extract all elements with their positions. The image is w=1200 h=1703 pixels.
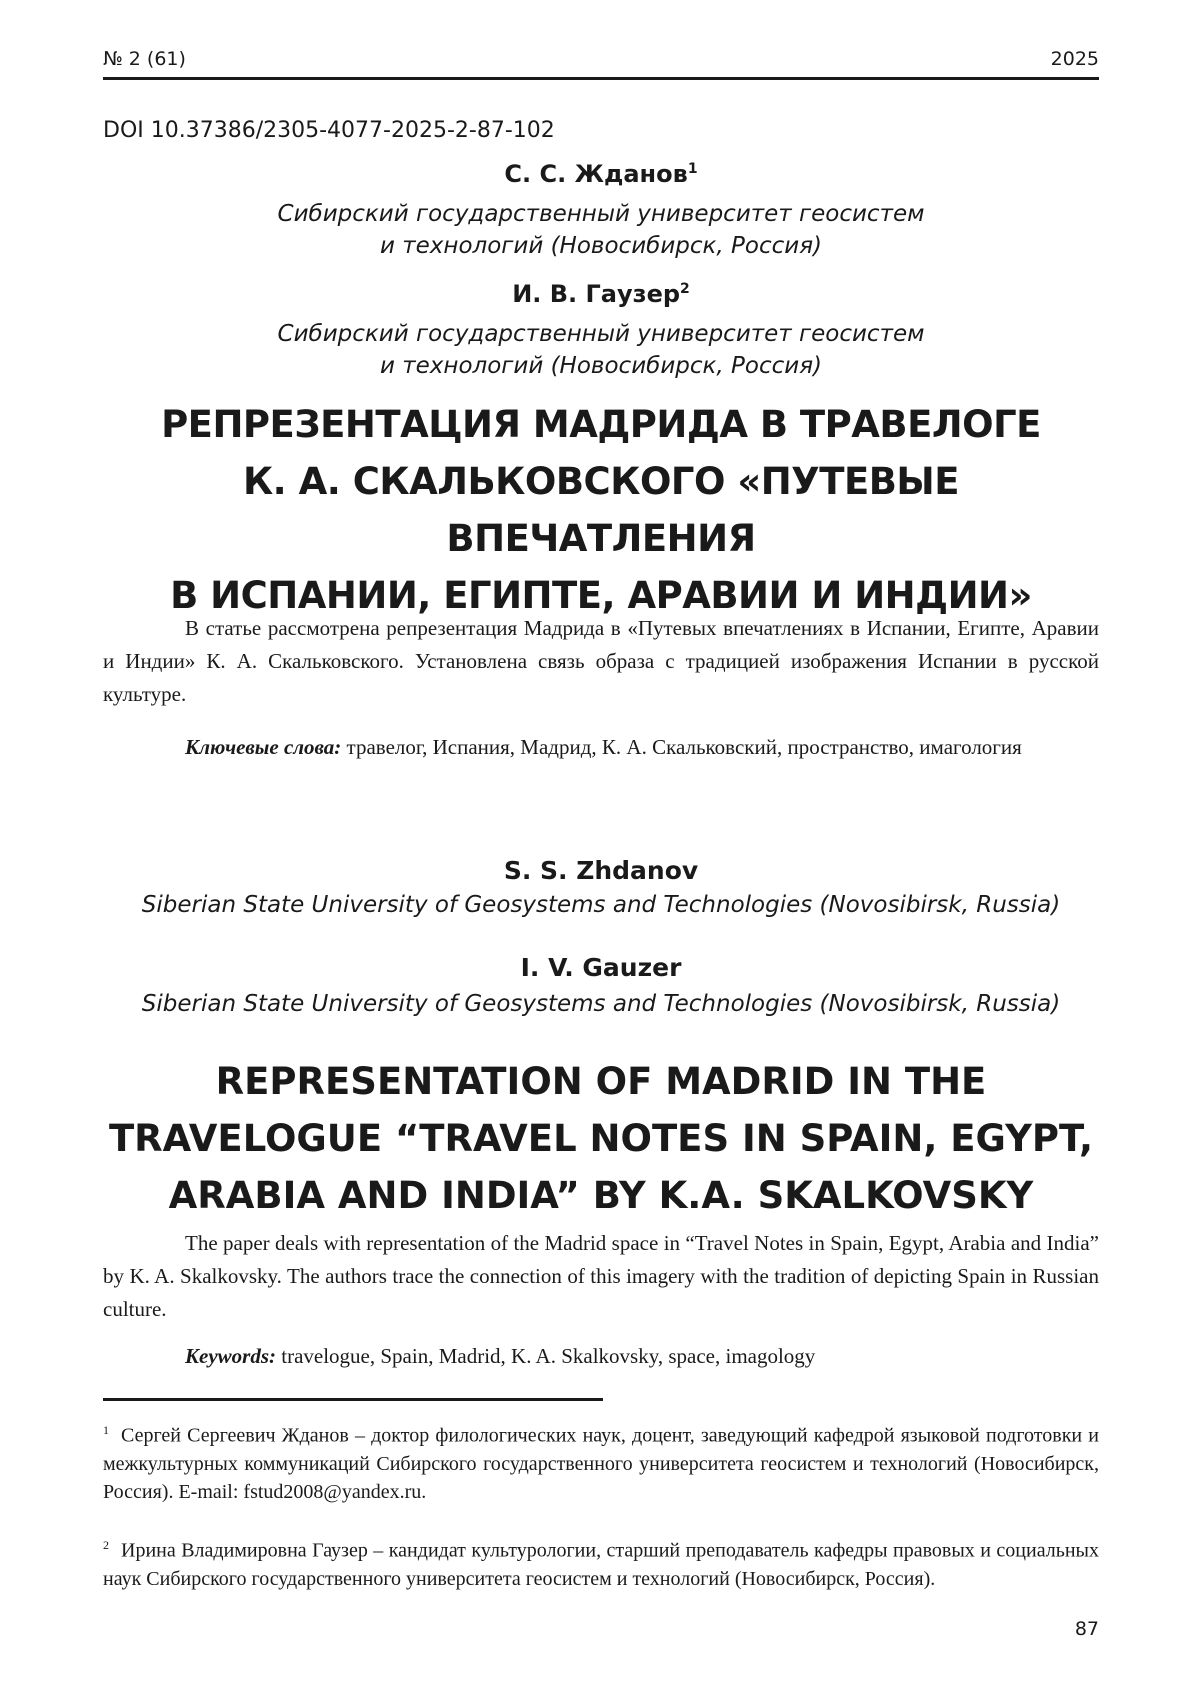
ru-title-line-2: К. А. СКАЛЬКОВСКОГО «ПУТЕВЫЕ ВПЕЧАТЛЕНИЯ [242,460,960,560]
ru-affil-1-line2: и технологий (Новосибирск, Россия) [379,233,823,259]
ru-keywords [103,731,1099,764]
en-title-line-2: TRAVELOGUE “TRAVEL NOTES IN SPAIN, EGYPT, [108,1117,1094,1160]
ru-affil-1-line1: Сибирский государственный университет геосистем [277,201,925,227]
footnote-2 [103,1531,1099,1593]
ru-affil-2-line1: Сибирский государственный университет геосистем [277,321,925,347]
footnote-1-text: Сергей Сергеевич Жданов – доктор филологических наук, доцент, заведующий кафедрой языковой подготовки и межкультурных коммуникаций Сибирского государственного университета геосистем и технологий (Новосибирск, Россия). E-mail: fstud2008@yandex.ru. [103,1424,1099,1503]
en-keywords [103,1340,1099,1373]
en-author-2-affiliation: Siberian State University of Geosystems and Technologies (Novosibirsk, Russia) [141,991,1061,1017]
header-rule [103,77,1099,80]
en-keywords-text: travelogue, Spain, Madrid, K. A. Skalkovsky, space, imagology [276,1344,816,1368]
ru-affil-2-line2: и технологий (Новосибирск, Россия) [379,353,823,379]
ru-author-1-sup: 1 [687,161,698,177]
ru-author-1 [103,160,1099,188]
footnote-2-text: Ирина Владимировна Гаузер – кандидат культурологии, старший преподаватель кафедры правовых и социальных наук Сибирского государственного университета геосистем и технологий (Новосибирск, Россия). [103,1539,1099,1590]
footnote-1 [103,1416,1099,1506]
ru-title-line-1: РЕПРЕЗЕНТАЦИЯ МАДРИДА В ТРАВЕЛОГЕ [161,403,1041,446]
en-keywords-label: Keywords: [185,1344,276,1368]
ru-title [103,396,1099,624]
doi: DOI 10.37386/2305-4077-2025-2-87-102 [103,118,555,143]
ru-title-line-3: В ИСПАНИИ, ЕГИПТЕ, АРАВИИ И ИНДИИ» [170,574,1032,617]
en-author-2-name: I. V. Gauzer [520,953,682,982]
ru-author-1-affiliation [103,198,1099,262]
en-title-line-1: REPRESENTATION OF MADRID IN THE [215,1060,987,1103]
ru-keywords-text: травелог, Испания, Мадрид, К. А. Скальковский, пространство, имагология [341,735,1022,759]
en-abstract: The paper deals with representation of the Madrid space in “Travel Notes in Spain, Egypt, Arabia and India” by K. A. Skalkovsky. The authors trace the connection of this imagery with the tradition of depicting Spain in Russian culture. [103,1231,1099,1321]
en-author-1-affiliation: Siberian State University of Geosystems and Technologies (Novosibirsk, Russia) [141,892,1061,918]
en-title-line-3: ARABIA AND INDIA” BY K.A. SKALKOVSKY [168,1174,1034,1217]
ru-keywords-label: Ключевые слова: [185,735,342,759]
ru-author-2-affiliation [103,318,1099,382]
en-title [103,1053,1099,1224]
ru-author-2 [103,280,1099,308]
ru-author-1-name: С. С. Жданов [504,160,688,188]
footnote-1-number: 1 [103,1423,109,1437]
page-number: 87 [1074,1618,1099,1640]
ru-abstract: В статье рассмотрена репрезентация Мадрида в «Путевых впечатлениях в Испании, Египте, Аравии и Индии» К. А. Скальковского. Установлена связь образа с традицией изображения Испании в русской культуре. [103,616,1099,706]
ru-author-2-name: И. В. Гаузер [512,280,681,308]
issue-year: 2025 [1050,48,1099,70]
footnote-rule [103,1398,603,1401]
journal-page [103,0,1099,1703]
running-head [103,48,1099,78]
footnote-2-number: 2 [103,1538,109,1552]
ru-author-2-sup: 2 [680,281,690,297]
issue-number: № 2 (61) [103,48,186,70]
en-author-1-name: S. S. Zhdanov [503,856,699,885]
